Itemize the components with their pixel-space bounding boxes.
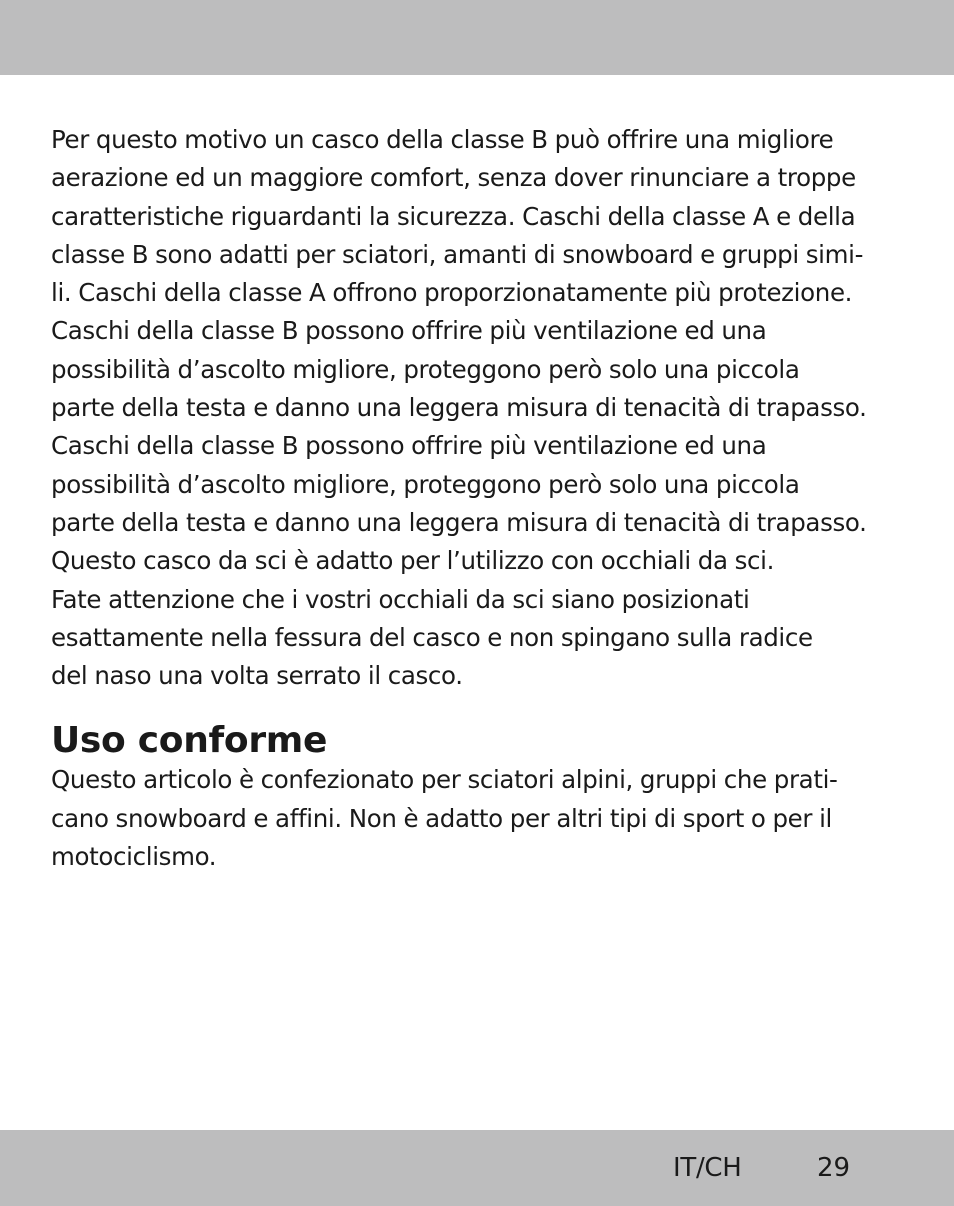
body-line: aerazione ed un maggiore comfort, senza dover rinunciare a troppe xyxy=(51,163,856,193)
section-paragraph xyxy=(51,761,911,876)
body-line: classe B sono adatti per sciatori, amanti di snowboard e gruppi simi- xyxy=(51,239,864,269)
section-line: cano snowboard e affini. Non è adatto per altri tipi di sport o per il xyxy=(51,803,832,833)
header-band xyxy=(0,0,954,75)
footer-language: IT/CH xyxy=(673,1153,742,1183)
body-line: Caschi della classe B possono offrire più ventilazione ed una xyxy=(51,316,767,346)
body-line: Caschi della classe B possono offrire più ventilazione ed una xyxy=(51,431,767,461)
body-line: caratteristiche riguardanti la sicurezza. Caschi della classe A e della xyxy=(51,201,856,231)
page-content xyxy=(51,121,911,876)
footer-band xyxy=(0,1130,954,1206)
body-line: parte della testa e danno una leggera misura di tenacità di trapasso. xyxy=(51,507,867,537)
body-line: esattamente nella fessura del casco e non spingano sulla radice xyxy=(51,622,813,652)
section-line: Questo articolo è confezionato per sciatori alpini, gruppi che prati- xyxy=(51,765,838,795)
body-line: Fate attenzione che i vostri occhiali da sci siano posizionati xyxy=(51,584,750,614)
body-line: parte della testa e danno una leggera misura di tenacità di trapasso. xyxy=(51,393,867,423)
body-line: Per questo motivo un casco della classe B può offrire una migliore xyxy=(51,125,834,154)
section-heading: Uso conforme xyxy=(51,720,328,762)
body-paragraph xyxy=(51,121,911,695)
section-line: motociclismo. xyxy=(51,842,217,872)
body-line: del naso una volta serrato il casco. xyxy=(51,661,463,691)
page-number: 29 xyxy=(817,1153,851,1183)
body-line: li. Caschi della classe A offrono proporzionatamente più protezione. xyxy=(51,278,853,308)
body-line: Questo casco da sci è adatto per l’utilizzo con occhiali da sci. xyxy=(51,546,775,576)
body-line: possibilità d’ascolto migliore, proteggono però solo una piccola xyxy=(51,354,800,384)
body-line: possibilità d’ascolto migliore, proteggono però solo una piccola xyxy=(51,469,800,499)
